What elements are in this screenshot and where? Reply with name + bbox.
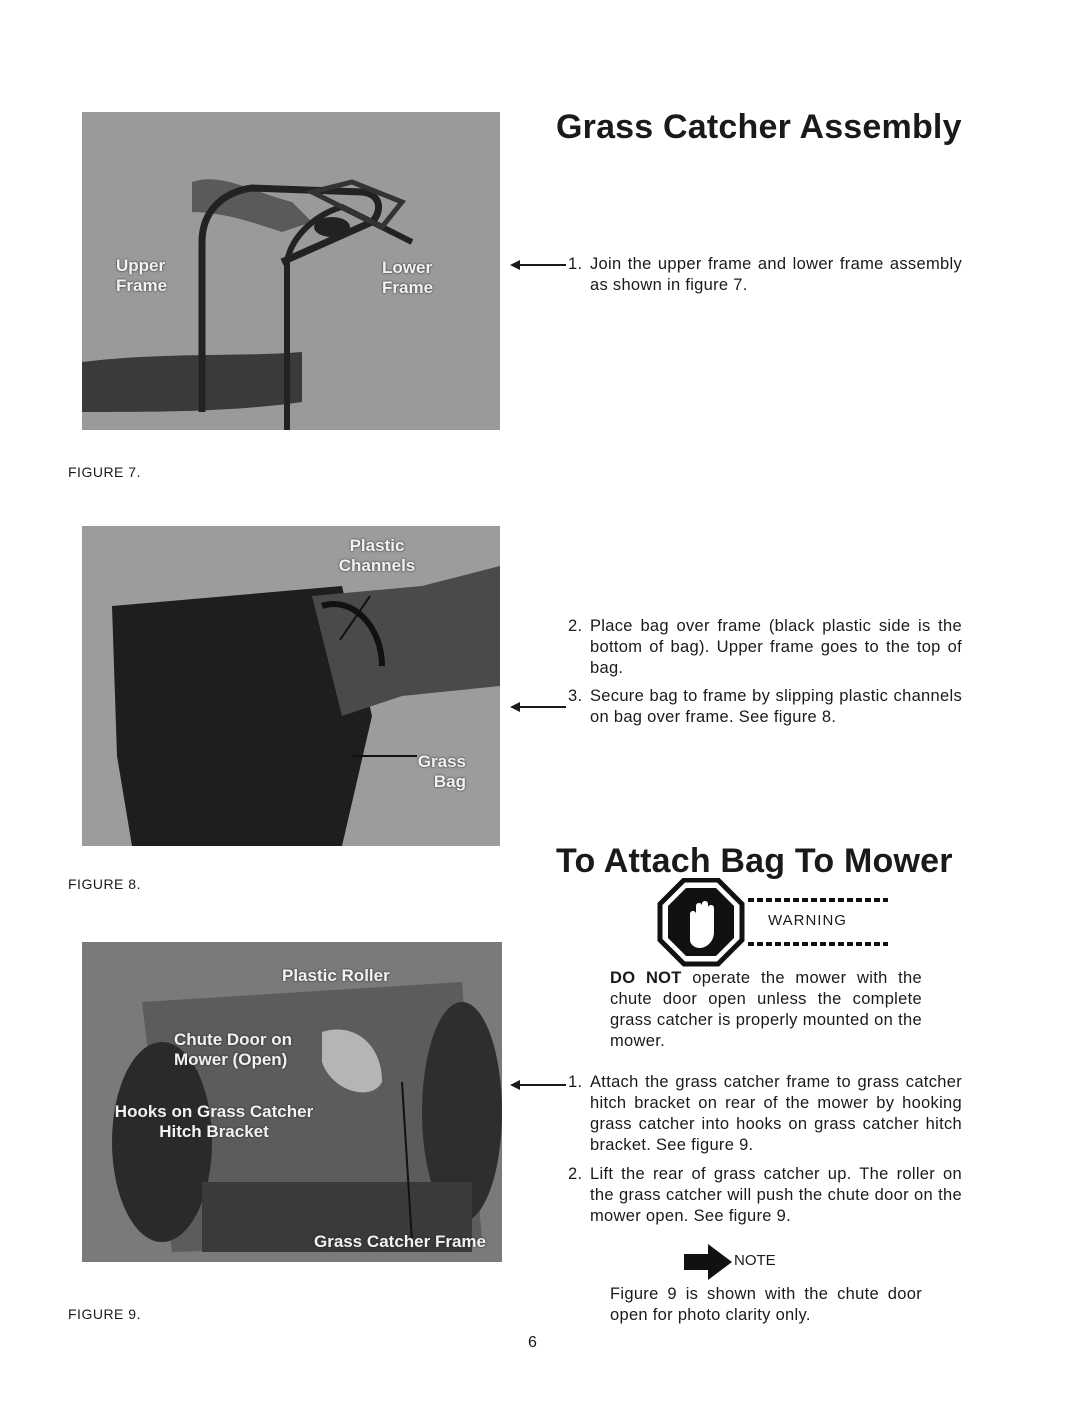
attach-step-1	[568, 1072, 988, 1158]
assembly-step-2	[568, 616, 988, 680]
attach-step-2	[568, 1164, 988, 1230]
figure-8-label: FIGURE 8.	[68, 876, 141, 892]
callout-upper-frame: Upper Frame	[116, 256, 168, 295]
callout-plastic-roller: Plastic Roller	[282, 966, 390, 985]
warning-body: operate the mower with the chute door open unless the complete grass catcher is properly mounted on the mower.	[610, 969, 922, 1050]
note-text: Figure 9 is shown with the chute door open for photo clarity only.	[610, 1285, 922, 1324]
warning-text	[610, 968, 922, 1052]
callout-chute-door: Chute Door on Mower (Open)	[174, 1030, 293, 1069]
step-text: Lift the rear of grass catcher up. The roller on the grass catcher will push the chute door on the mower open. See figure 9.	[590, 1165, 962, 1225]
title-grass-catcher-assembly: Grass Catcher Assembly	[556, 108, 962, 146]
step-number: 1.	[568, 1073, 583, 1091]
step-text: Attach the grass catcher frame to grass catcher hitch bracket on rear of the mower by hooking grass catcher into hooks on grass catcher hitch bracket. See figure 9.	[590, 1073, 962, 1154]
callout-grass-bag: Grass Bag	[417, 752, 466, 791]
step-number: 2.	[568, 1165, 583, 1183]
callout-plastic-channels: Plastic Channels	[338, 536, 416, 575]
note-label: NOTE	[734, 1252, 776, 1269]
figure-7-label: FIGURE 7.	[68, 464, 141, 480]
figure-9-photo	[82, 942, 502, 1262]
callout-lower-frame: Lower Frame	[382, 258, 434, 297]
step-number: 1.	[568, 255, 583, 273]
arrow-attach-step-1	[512, 1084, 566, 1086]
warning-badge	[656, 878, 896, 968]
step-number: 2.	[568, 617, 583, 635]
title-attach-bag: To Attach Bag To Mower	[556, 842, 953, 880]
step-text: Secure bag to frame by slipping plastic channels on bag over frame. See figure 8.	[590, 687, 962, 726]
step-number: 3.	[568, 687, 583, 705]
callout-hooks: Hooks on Grass Catcher Hitch Bracket	[114, 1102, 314, 1141]
figure-8-photo	[82, 526, 500, 846]
figure-7-photo	[82, 112, 500, 430]
arrow-step-1	[512, 264, 566, 266]
arrow-right-icon	[684, 1244, 734, 1280]
warning-badge-label: WARNING	[768, 912, 847, 929]
callout-grass-catcher-frame: Grass Catcher Frame	[314, 1232, 486, 1251]
figure-9-label: FIGURE 9.	[68, 1306, 141, 1322]
arrow-step-3	[512, 706, 566, 708]
step-text: Join the upper frame and lower frame assembly as shown in figure 7.	[590, 255, 962, 294]
figure-8-illustration	[82, 526, 500, 846]
page-number: 6	[528, 1334, 537, 1351]
note-badge	[684, 1244, 814, 1280]
step-text: Place bag over frame (black plastic side is the bottom of bag). Upper frame goes to the top of bag.	[590, 617, 962, 677]
warning-lead: DO NOT	[610, 969, 682, 987]
assembly-step-3	[568, 686, 988, 730]
assembly-step-1	[568, 254, 988, 298]
